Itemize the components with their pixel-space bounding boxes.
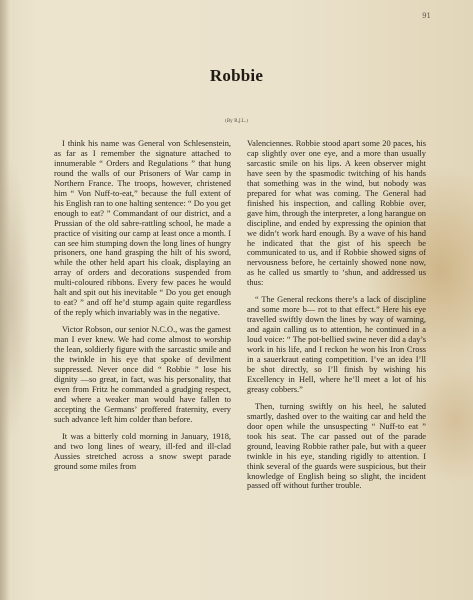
paragraph: Then, turning swiftly on his heel, he saluted smartly, dashed over to the waiting car and held the door open while the unsuspecting “ Nuff-to eat ” took his seat. The car passed out of the parade ground, leaving Robbie rather pale, but with a queer twinkle in his eye, standing rigidly to attention. I think several of the guards were suspicious, but their knowledge of English being so slight, the incident passed off without further trouble.: [247, 401, 426, 491]
paragraph: Valenciennes. Robbie stood apart some 20 paces, his cap slightly over one eye, and a more than usually sarcastic smile on his lips. A keen observer might have seen by the spasmodic twitching of his hands that something was in the wind, but nobody was prepared for what was coming. The General had finished his inspection, and calling Robbie over, gave him, through the interpreter, a long harangue on discipline, and ended by expressing the opinion that we didn’t work hard enough. By a wave of his hand he indicated that the gist of his speech be communicated to us, and if Robbie showed signs of nervousness before, he certainly showed none now, as he called us smartly to ‘shun, and addressed us thus:: [247, 139, 426, 288]
article-byline: (By R.J.L.): [225, 119, 248, 124]
article-title: Robbie: [209, 66, 264, 85]
left-column: [54, 139, 231, 479]
paragraph: I think his name was General von Schlesenstein, as far as I remember the signature attached to innumerable “ Orders and Regulations ” that hung round the walls of our Prisoners of War camp in Northern France. The troops, however, christened him “ Von Nuff-to-eat,” because the full extent of his English ran to one halting sentence: “ Do you get enough to eat? ” Commandant of our district, and a Prussian of the old sabre-rattling school, he made a practice of visiting our camp at least once a month. I can see him stumping down the long lines of hungry prisoners, one hand grasping the hilt of his sword, while the other held apart his cloak, displaying an array of orders and decorations suspended from multi-coloured ribbons. Every few paces he would halt and spit out his inevitable “ Do you get enough to eat? ” and off he’d stump again quite regardless of the reply which invariably was in the negative.: [54, 139, 231, 318]
paragraph: It was a bitterly cold morning in January, 1918, and two long lines of weary, ill-fed and ill-clad Aussies stretched across a snow swept parade ground some miles from: [54, 431, 231, 471]
right-column: [247, 139, 426, 498]
page-number: 91: [422, 12, 431, 20]
paragraph: Victor Robson, our senior N.C.O., was the gamest man I ever knew. We had come almost to worship the lean, soldierly figure with the sarcastic smile and the twinkle in his eye that spoke of devilment suppressed. Never once did “ Robbie ” lose his dignity —so great, in fact, was his personality, that even from Fritz he commanded a grudging respect, and where a weaker man would have fallen to accepting the Germans’ proffered fraternity, every such advance left him colder than before.: [54, 325, 231, 424]
paragraph: “ The General reckons there’s a lack of discipline and some more b— rot to that effect.” Here his eye travelled swiftly down the lines by way of warning, and again calling us to attention, he continued in a loud voice: “ The pot-bellied swine never did a day’s work in his life, and I reckon he won his Iron Cross in a sauerkraut eating competition. I’ve an idea I’ll be shot directly, so I’ll finish by wishing his Excellency in Hell, where he’ll meet a lot of his greasy cobbers.”: [247, 295, 426, 394]
page-binding-shadow: [0, 0, 10, 600]
